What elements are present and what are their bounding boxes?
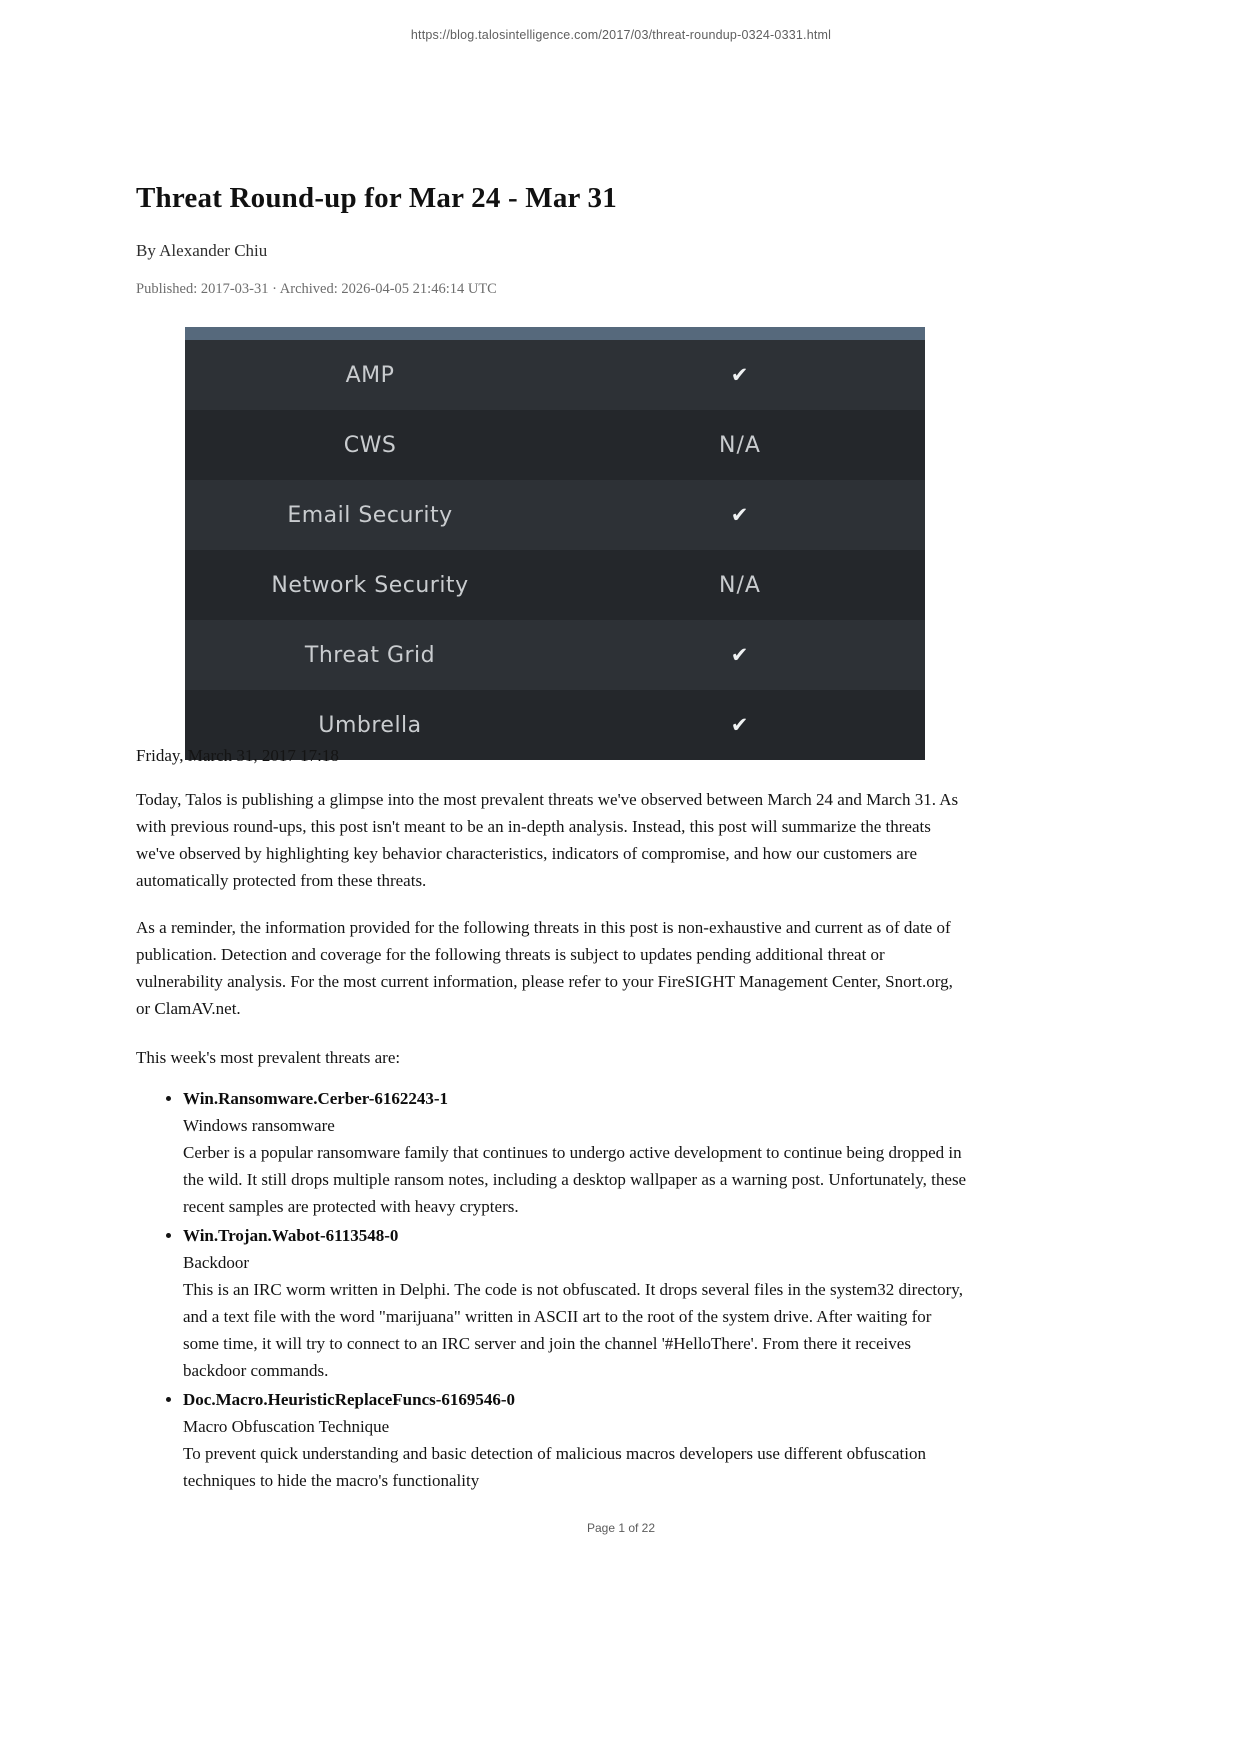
- threat-name: Win.Trojan.Wabot-6113548-0: [183, 1226, 399, 1245]
- threat-name: Doc.Macro.HeuristicReplaceFuncs-6169546-0: [183, 1390, 516, 1409]
- checkmark-icon: ✔: [730, 713, 750, 737]
- table-header-strip: [185, 327, 925, 340]
- coverage-row-threat-grid: [185, 620, 925, 690]
- page-title: Threat Round-up for Mar 24 - Mar 31: [136, 182, 617, 214]
- coverage-label: Umbrella: [318, 712, 422, 738]
- coverage-table: [185, 327, 925, 738]
- coverage-row-email-security: [185, 480, 925, 550]
- coverage-label: Network Security: [271, 572, 469, 598]
- checkmark-icon: ✔: [730, 643, 750, 667]
- threat-type: Backdoor: [183, 1253, 250, 1272]
- threat-item-cerber: [183, 1085, 968, 1220]
- threat-description: This is an IRC worm written in Delphi. The code is not obfuscated. It drops several files in the system32 directory, and a text file with the word "marijuana" written in ASCII art to the root of the system drive. After waiting for some time, it will try to connect to an IRC server and join the channel '#HelloThere'. From there it receives backdoor commands.: [183, 1280, 963, 1380]
- coverage-row-cws: [185, 410, 925, 480]
- coverage-label: Threat Grid: [304, 642, 436, 668]
- coverage-label: Email Security: [287, 502, 453, 528]
- threat-name: Win.Ransomware.Cerber-6162243-1: [183, 1089, 449, 1108]
- threat-list: [136, 1085, 968, 1494]
- coverage-value: N/A: [719, 572, 761, 598]
- threat-description: To prevent quick understanding and basic detection of malicious macros developers use different obfuscation techniques to hide the macro's functionality: [183, 1444, 926, 1490]
- checkmark-icon: ✔: [730, 363, 750, 387]
- threat-description: Cerber is a popular ransomware family that continues to undergo active development to continue being dropped in the wild. It still drops multiple ransom notes, including a desktop wallpaper as a warning post. Unfortunately, these recent samples are protected with heavy crypters.: [183, 1143, 967, 1216]
- coverage-value: N/A: [719, 432, 761, 458]
- published-archived-line: Published: 2017-03-31 · Archived: 2026-04-05 21:46:14 UTC: [136, 281, 497, 297]
- coverage-label: AMP: [345, 362, 395, 388]
- threat-item-macro: [183, 1386, 968, 1494]
- threat-type: Windows ransomware: [183, 1116, 335, 1135]
- document-url-header: https://blog.talosintelligence.com/2017/03/threat-roundup-0324-0331.html: [410, 28, 832, 42]
- coverage-row-amp: [185, 340, 925, 410]
- reminder-paragraph: As a reminder, the information provided for the following threats in this post is non-exhaustive and current as of date of publication. Detection and coverage for the following threats is subject to updates pending additional threat or vulnerability analysis. For the most current information, please refer to your FireSIGHT Management Center, Snort.org, or ClamAV.net.: [136, 918, 953, 1018]
- article-content: [136, 182, 968, 1496]
- threats-intro-line: This week's most prevalent threats are:: [136, 1048, 401, 1067]
- intro-paragraph: Today, Talos is publishing a glimpse into the most prevalent threats we've observed between March 24 and March 31. As with previous round-ups, this post isn't meant to be an in-depth analysis. Instead, this post will summarize the threats we've observed by highlighting key behavior characteristics, indicators of compromise, and how our customers are automatically protected from these threats.: [136, 790, 959, 890]
- coverage-row-network-security: [185, 550, 925, 620]
- threat-item-wabot: [183, 1222, 968, 1384]
- byline: By Alexander Chiu: [136, 241, 268, 260]
- checkmark-icon: ✔: [730, 503, 750, 527]
- page-number-footer: Page 1 of 22: [586, 1521, 656, 1535]
- threat-type: Macro Obfuscation Technique: [183, 1417, 390, 1436]
- coverage-label: CWS: [343, 432, 397, 458]
- post-date-line: Friday, March 31, 2017 17:18: [136, 746, 339, 765]
